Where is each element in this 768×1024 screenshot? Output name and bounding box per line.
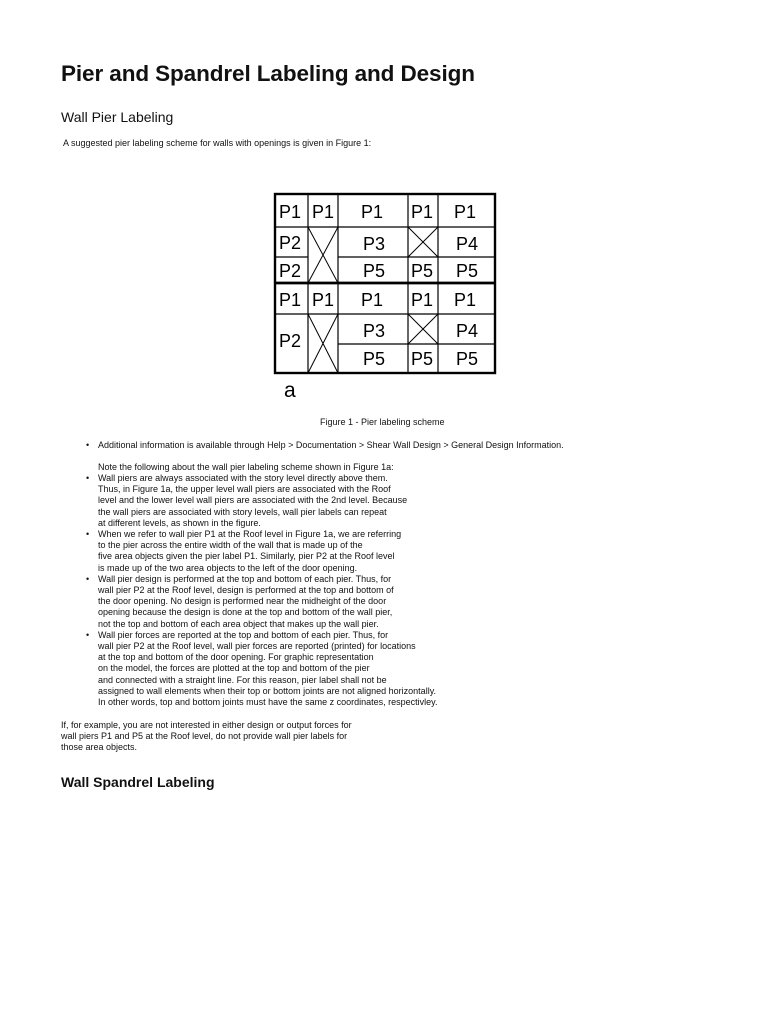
page-title: Pier and Spandrel Labeling and Design — [61, 61, 475, 86]
pier-labeling-figure — [272, 192, 498, 402]
pier-label: P3 — [363, 321, 386, 341]
bullet-marker: • — [86, 473, 90, 483]
pier-label: P5 — [411, 349, 434, 369]
pier-notes-list — [86, 473, 438, 708]
pier-label: P5 — [411, 261, 434, 281]
pier-label: P1 — [279, 202, 302, 222]
pier-label: P1 — [312, 290, 335, 310]
section-heading-wall-spandrel-labeling: Wall Spandrel Labeling — [61, 774, 215, 790]
pier-label: P2 — [279, 331, 302, 351]
pier-label: P1 — [312, 202, 335, 222]
list-item: • Wall pier forces are reported at the top and bottom of each pier. Thus, for wall pier P2 at the Roof level, wall pier forces are reported (printed) for locations at the top and bottom of the door opening. For graphic representation on the model, the forces are plotted at the top and bottom of the pier and connected with a straight line. For this reason, pier label shall not be assigned to wall elements when their top or bottom joints are not aligned horizontally. In other words, top and bottom joints must have the same z coordinates, respectivley. — [86, 629, 438, 708]
list-item: • Wall piers are always associated with the story level directly above them. Thus, in Figure 1a, the upper level wall piers are associated with the Roof level and the lower level wall piers are associated with the 2nd level. Because the wall piers are associated with story levels, wall pier labels can repeat at different levels, as shown in the figure. — [86, 473, 408, 528]
bullet-marker: • — [86, 440, 90, 450]
pier-label: P1 — [279, 290, 302, 310]
note-lead-text: Note the following about the wall pier labeling scheme shown in Figure 1a: — [98, 462, 394, 472]
pier-label: P1 — [411, 290, 434, 310]
pier-label: P3 — [363, 234, 386, 254]
pier-label: P1 — [411, 202, 434, 222]
pier-label: P5 — [363, 261, 386, 281]
list-item: • When we refer to wall pier P1 at the Roof level in Figure 1a, we are referring to the pier across the entire width of the wall that is made up of the five area objects given the pier label P1. Similarly, pier P2 at the Roof level is made up of the two area objects to the left of the door opening. — [86, 529, 402, 573]
pier-label: P5 — [456, 261, 479, 281]
pier-label: P2 — [279, 261, 302, 281]
pier-label: P1 — [454, 290, 477, 310]
list-item: • Wall pier design is performed at the top and bottom of each pier. Thus, for wall pier P2 at the Roof level, design is performed at the top and bottom of the door opening. No design is performed near the midheight of the door opening because the design is done at the top and bottom of the wall pier, not the top and bottom of each area object that makes up the wall pier. — [86, 573, 394, 629]
bullet-marker: • — [86, 573, 90, 584]
pier-label: P1 — [361, 202, 384, 222]
pier-label: P1 — [361, 290, 384, 310]
pier-label: P1 — [454, 202, 477, 222]
closing-paragraph: If, for example, you are not interested in either design or output forces for wall piers P1 and P5 at the Roof level, do not provide wall pier labels for those area objects. — [61, 720, 352, 753]
info-bullet: Additional information is available through Help > Documentation > Shear Wall Design > General Design Information. — [98, 440, 564, 450]
pier-label: P5 — [456, 349, 479, 369]
bullet-marker: • — [86, 529, 90, 540]
pier-label: P5 — [363, 349, 386, 369]
intro-paragraph: A suggested pier labeling scheme for walls with openings is given in Figure 1: — [63, 138, 372, 148]
bullet-marker: • — [86, 629, 90, 640]
figure-caption: Figure 1 - Pier labeling scheme — [320, 417, 445, 427]
section-heading-wall-pier-labeling: Wall Pier Labeling — [61, 109, 174, 125]
pier-label: P4 — [456, 321, 479, 341]
figure-panel-label: a — [284, 379, 296, 402]
pier-labeling-diagram — [272, 192, 498, 402]
pier-label: P4 — [456, 234, 479, 254]
pier-label: P2 — [279, 233, 302, 253]
